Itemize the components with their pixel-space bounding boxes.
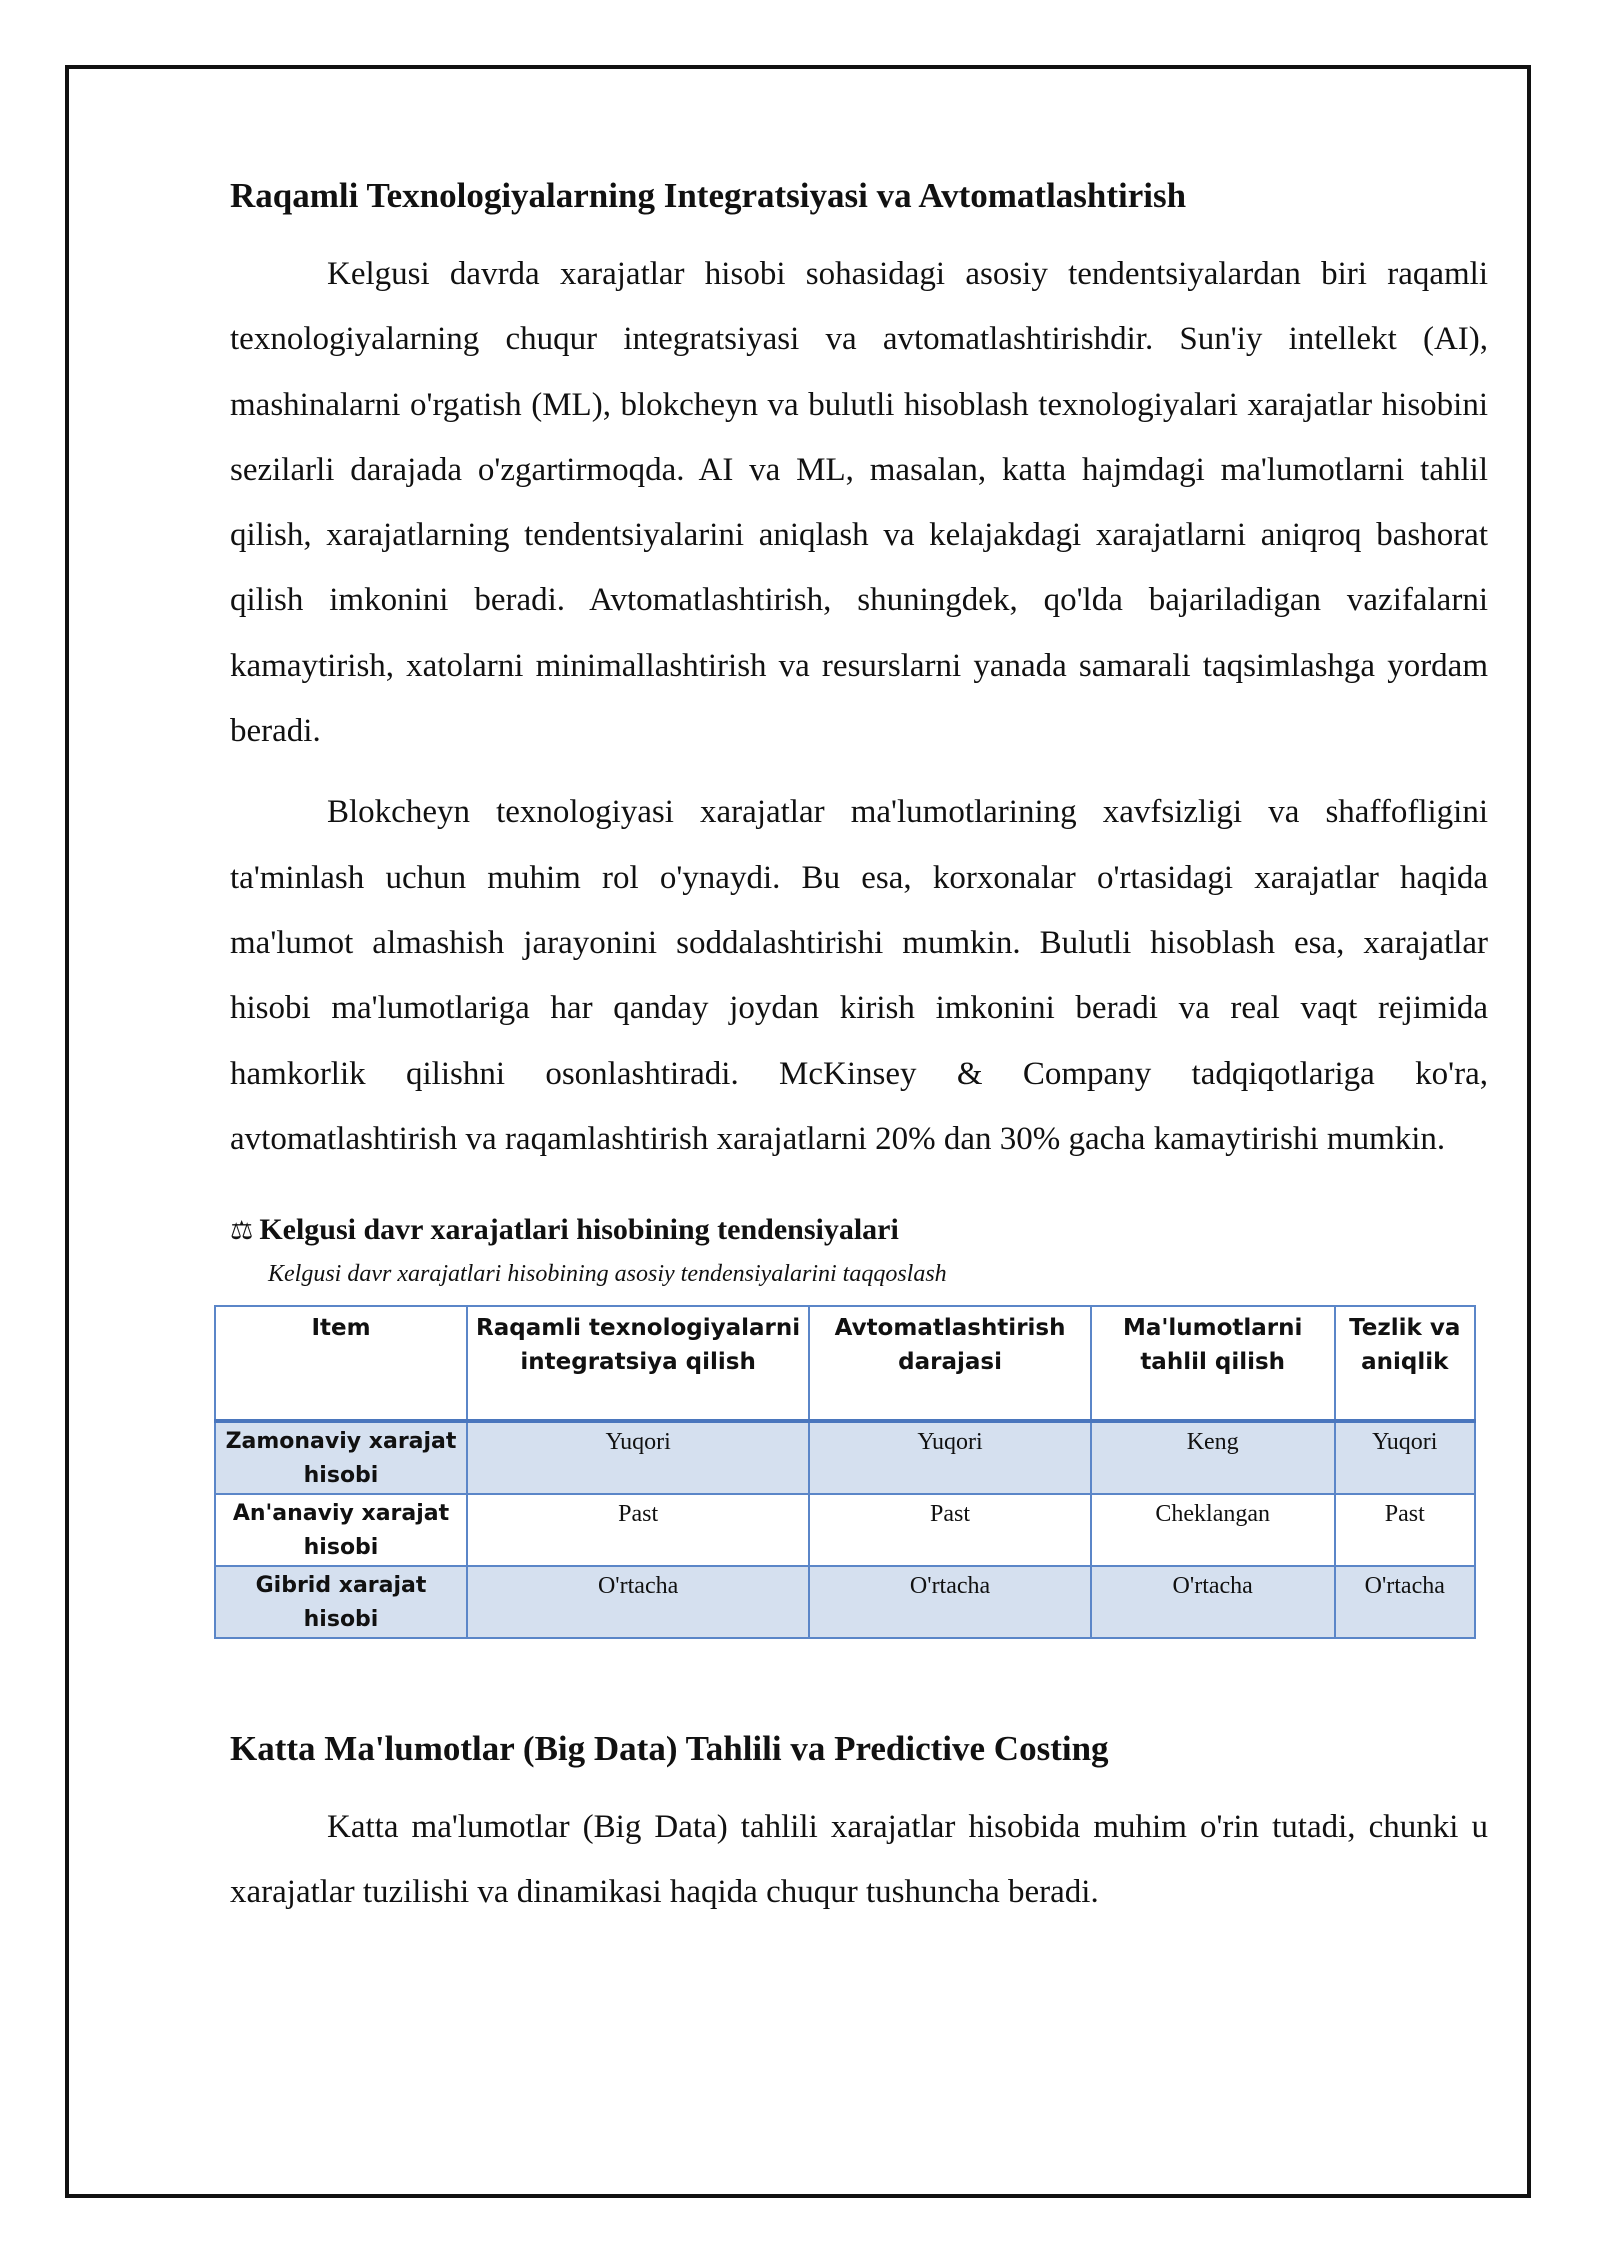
section-heading: Raqamli Texnologiyalarning Integratsiyasi va Avtomatlashtirish: [230, 176, 1187, 215]
row-header-cell: Zamonaviy xarajat hisobi: [215, 1421, 467, 1494]
column-header: Raqamli texnologiyalarni integratsiya qilish: [467, 1306, 809, 1421]
table-title-text: Kelgusi davr xarajatlari hisobining tendensiyalari: [259, 1213, 899, 1247]
table-title: [230, 1208, 1488, 1253]
table-cell: Past: [1335, 1494, 1475, 1566]
section-heading: Katta Ma'lumotlar (Big Data) Tahlili va Predictive Costing: [230, 1729, 1109, 1769]
table-cell: Yuqori: [809, 1421, 1091, 1494]
column-header: Avtomatlashtirish darajasi: [809, 1306, 1091, 1421]
table-cell: Cheklangan: [1091, 1494, 1335, 1566]
column-header: Item: [215, 1306, 467, 1421]
table-row: [215, 1421, 1475, 1494]
table-cell: O'rtacha: [1335, 1566, 1475, 1638]
table-cell: Past: [467, 1494, 809, 1566]
table-cell: O'rtacha: [467, 1566, 809, 1638]
table-subtitle: Kelgusi davr xarajatlari hisobining asosiy tendensiyalarini taqqoslash: [268, 1261, 947, 1288]
body-paragraph: Kelgusi davrda xarajatlar hisobi sohasidagi asosiy tendentsiyalardan biri raqamli texnologiyalarning chuqur integratsiyasi va avtomatlashtirishdir. Sun'iy intellekt (AI), mashinalarni o'rgatish (ML), blokcheyn va bulutli hisoblash texnologiyalari xarajatlar hisobini sezilarli darajada o'zgartirmoqda. AI va ML, masalan, katta hajmdagi ma'lumotlarni tahlil qilish, xarajatlarning tendentsiyalarini aniqlash va kelajakdagi xarajatlarni aniqroq bashorat qilish imkonini beradi. Avtomatlashtirish, shuningdek, qo'lda bajariladigan vazifalarni kamaytirish, xatolarni minimallashtirish va resurslarni yanada samarali taqsimlashga yordam beradi.: [230, 256, 1488, 750]
document-body: [225, 170, 1488, 1942]
table-cell: Yuqori: [1335, 1421, 1475, 1494]
row-header-cell: Gibrid xarajat hisobi: [215, 1566, 467, 1638]
table-cell: Yuqori: [467, 1421, 809, 1494]
section-two: [230, 1723, 1488, 1926]
table-row: [215, 1494, 1475, 1566]
table-cell: Past: [809, 1494, 1091, 1566]
table-cell: Keng: [1091, 1421, 1335, 1494]
table-cell: O'rtacha: [1091, 1566, 1335, 1638]
table-row: [215, 1566, 1475, 1638]
column-header: Ma'lumotlarni tahlil qilish: [1091, 1306, 1335, 1421]
body-paragraph: Blokcheyn texnologiyasi xarajatlar ma'lumotlarining xavfsizligi va shaffofligini ta'minlash uchun muhim rol o'ynaydi. Bu esa, korxonalar o'rtasidagi xarajatlar haqida ma'lumot almashish jarayonini soddalashtirishi mumkin. Bulutli hisoblash esa, xarajatlar hisobi ma'lumotlariga har qanday joydan kirish imkonini beradi va real vaqt rejimida hamkorlik qilishni osonlashtiradi. McKinsey & Company tadqiqotlariga ko'ra, avtomatlashtirish va raqamlashtirish xarajatlarni 20% dan 30% gacha kamaytirishi mumkin.: [230, 794, 1488, 1157]
column-header: Tezlik va aniqlik: [1335, 1306, 1475, 1421]
trends-comparison-table: [214, 1305, 1476, 1639]
row-header-cell: An'anaviy xarajat hisobi: [215, 1494, 467, 1566]
table-header-row: [215, 1306, 1475, 1421]
table-cell: O'rtacha: [809, 1566, 1091, 1638]
body-paragraph: Katta ma'lumotlar (Big Data) tahlili xarajatlar hisobida muhim o'rin tutadi, chunki u xarajatlar tuzilishi va dinamikasi haqida chuqur tushuncha beradi.: [230, 1809, 1488, 1911]
scale-icon: ⚖: [230, 1216, 254, 1247]
